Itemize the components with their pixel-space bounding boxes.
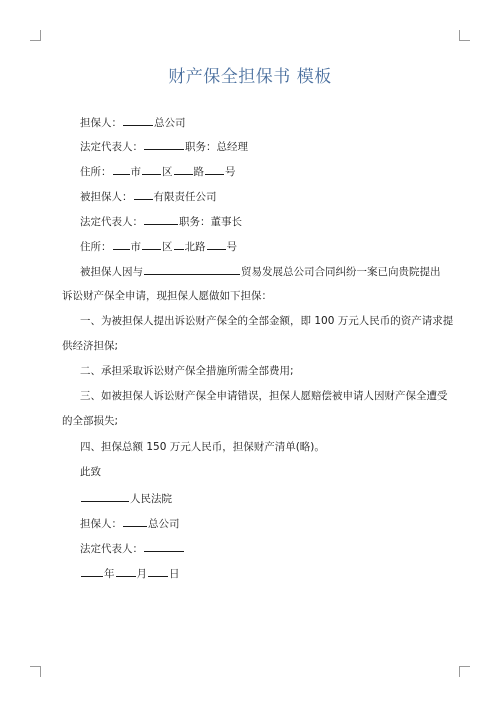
address-road: 路 bbox=[193, 166, 204, 178]
company-name-blank bbox=[144, 264, 240, 275]
closing-legal-rep-line bbox=[80, 541, 185, 556]
legal-rep-name-blank bbox=[144, 139, 184, 150]
court-line bbox=[80, 491, 172, 506]
month-blank bbox=[116, 566, 136, 577]
guaranteed-suffix: 有限责任公司 bbox=[153, 191, 217, 203]
body-text: 贸易发展总公司合同纠纷一案已向贵院提出 bbox=[241, 266, 441, 278]
date-month: 月 bbox=[136, 568, 147, 580]
legal-rep-name-blank bbox=[144, 214, 178, 225]
body-text: 被担保人因与 bbox=[80, 266, 143, 278]
address-number: 号 bbox=[225, 166, 236, 178]
item-3-line-2: 的全部损失; bbox=[62, 415, 119, 427]
address-district: 区 bbox=[162, 166, 173, 178]
legal-rep-signature-blank bbox=[144, 541, 184, 552]
body-paragraph-1-line-1 bbox=[80, 264, 441, 279]
item-3-line-1: 三、如被担保人诉讼财产保全申请错误，担保人愿赔偿被申请人因财产保全遭受 bbox=[80, 390, 448, 402]
year-blank bbox=[81, 566, 103, 577]
date-day: 日 bbox=[169, 568, 180, 580]
date-year: 年 bbox=[104, 568, 115, 580]
address-city: 市 bbox=[130, 166, 141, 178]
legal-rep-label: 法定代表人： bbox=[80, 216, 143, 228]
court-name-blank bbox=[81, 491, 129, 502]
district-blank bbox=[142, 164, 161, 175]
guarantor-label: 担保人： bbox=[80, 518, 122, 530]
city-blank bbox=[113, 239, 130, 250]
guarantor-label: 担保人： bbox=[80, 117, 122, 129]
date-line bbox=[80, 566, 180, 581]
address-city: 市 bbox=[130, 241, 141, 253]
corner-mark-top-right bbox=[459, 30, 470, 41]
address-road: 北路 bbox=[184, 241, 206, 253]
closing-guarantor-line bbox=[80, 516, 180, 531]
court-suffix: 人民法院 bbox=[130, 493, 172, 505]
item-4: 四、担保总额 150 万元人民币，担保财产清单(略)。 bbox=[80, 441, 325, 453]
road-blank bbox=[174, 239, 184, 250]
salutation: 此致 bbox=[80, 466, 101, 478]
address-label: 住所： bbox=[80, 166, 112, 178]
guarantor-name-blank bbox=[123, 115, 153, 126]
corner-mark-top-left bbox=[30, 30, 41, 41]
position-label: 职务：董事长 bbox=[179, 216, 242, 228]
position-label: 职务：总经理 bbox=[185, 141, 248, 153]
address-line-2 bbox=[80, 239, 237, 254]
legal-rep-label: 法定代表人： bbox=[80, 543, 143, 555]
guarantor-suffix: 总公司 bbox=[148, 518, 180, 530]
item-1-line-1: 一、为被担保人提出诉讼财产保全的全部金额，即 100 万元人民币的资产请求提 bbox=[80, 315, 454, 327]
guaranteed-label: 被担保人： bbox=[80, 191, 133, 203]
road-blank bbox=[174, 164, 193, 175]
legal-rep-label: 法定代表人： bbox=[80, 141, 143, 153]
day-blank bbox=[148, 566, 168, 577]
address-label: 住所： bbox=[80, 241, 112, 253]
address-line-1 bbox=[80, 164, 236, 179]
legal-rep-line-2 bbox=[80, 214, 242, 229]
document-title: 财产保全担保书 模板 bbox=[168, 67, 332, 87]
address-district: 区 bbox=[162, 241, 173, 253]
number-blank bbox=[207, 239, 226, 250]
item-2: 二、承担采取诉讼财产保全措施所需全部费用; bbox=[80, 365, 294, 377]
guaranteed-name-blank bbox=[134, 189, 153, 200]
guarantor-line bbox=[80, 115, 186, 130]
district-blank bbox=[142, 239, 161, 250]
guaranteed-line bbox=[80, 189, 217, 204]
legal-rep-line-1 bbox=[80, 139, 248, 154]
address-number: 号 bbox=[226, 241, 237, 253]
guarantor-suffix: 总公司 bbox=[154, 117, 186, 129]
body-paragraph-1-line-2: 诉讼财产保全申请，现担保人愿做如下担保： bbox=[62, 290, 272, 302]
item-1-line-2: 供经济担保; bbox=[62, 340, 119, 352]
city-blank bbox=[113, 164, 130, 175]
corner-mark-bottom-left bbox=[30, 666, 41, 677]
guarantor-name-blank bbox=[123, 516, 147, 527]
corner-mark-bottom-right bbox=[459, 666, 470, 677]
number-blank bbox=[205, 164, 224, 175]
